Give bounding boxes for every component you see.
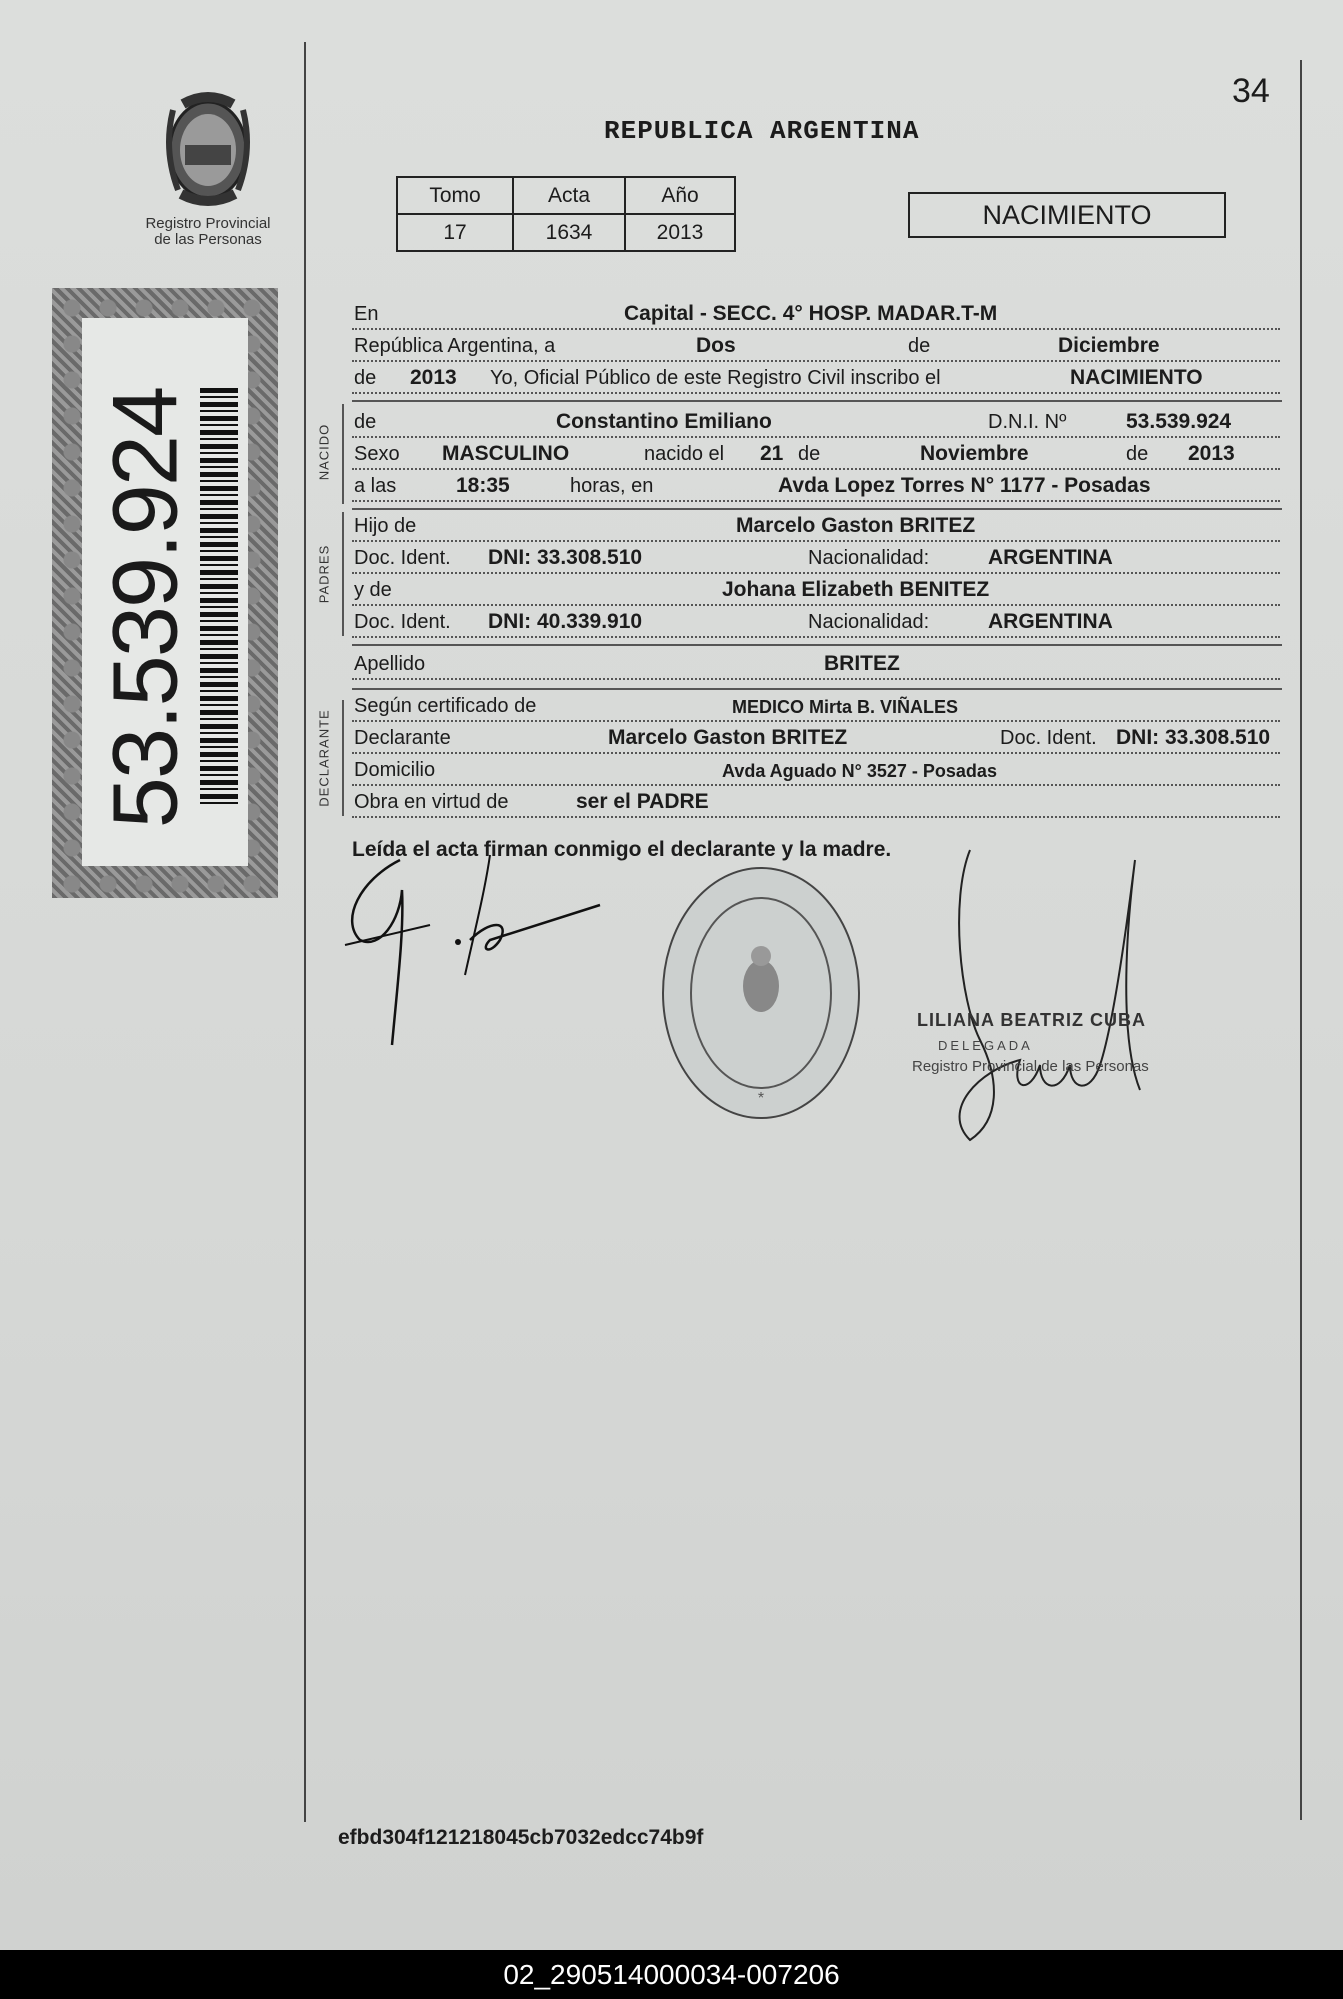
separator [352, 644, 1282, 646]
label-obra: Obra en virtud de [354, 791, 509, 813]
value-anio: 2013 [410, 366, 457, 389]
left-margin-line [304, 42, 306, 1822]
declarant-signature-icon [340, 850, 620, 1050]
separator [352, 400, 1282, 402]
value-declarante: Marcelo Gaston BRITEZ [608, 726, 848, 749]
label-domicilio: Domicilio [354, 759, 436, 781]
page-title: REPUBLICA ARGENTINA [604, 116, 920, 146]
value-certificado: MEDICO Mirta B. VIÑALES [732, 697, 959, 717]
label-de-anio: de [354, 367, 377, 389]
label-de-nombre: de [354, 411, 377, 433]
row-madre [352, 578, 1280, 606]
header-acta: Acta [513, 177, 625, 214]
value-dni: 53.539.924 [1126, 410, 1232, 433]
value-madre: Johana Elizabeth BENITEZ [722, 578, 990, 601]
row-padre [352, 514, 1280, 542]
signer-role: DELEGADA [938, 1038, 1033, 1053]
label-nacionalidad-madre: Nacionalidad: [808, 611, 930, 633]
registry-seal-icon [656, 858, 866, 1128]
value-padre-nac: ARGENTINA [988, 546, 1113, 569]
row-hora [352, 474, 1280, 502]
row-apellido [352, 652, 1280, 680]
value-nombre: Constantino Emiliano [556, 410, 772, 433]
scan-footer: 02_290514000034-007206 [0, 1950, 1343, 1999]
value-padre: Marcelo Gaston BRITEZ [736, 514, 976, 537]
record-table-header-row [397, 177, 735, 214]
label-doc-ident-padre: Doc. Ident. [354, 547, 451, 569]
section-label-padres: PADRES [316, 544, 332, 604]
right-margin-line [1300, 60, 1302, 1820]
logo-caption-line1: Registro Provincial [145, 215, 271, 232]
value-anio: 2013 [625, 214, 735, 251]
row-declarante [352, 726, 1280, 754]
signer-organization: Registro Provincial de las Personas [912, 1058, 1149, 1075]
header-tomo: Tomo [397, 177, 513, 214]
value-declarante-doc: DNI: 33.308.510 [1116, 726, 1271, 749]
label-hijo-de: Hijo de [354, 515, 417, 537]
label-nacionalidad-padre: Nacionalidad: [808, 547, 930, 569]
label-yo-oficial: Yo, Oficial Público de este Registro Civil inscribo el [490, 367, 941, 389]
value-mes: Diciembre [1058, 334, 1160, 357]
label-nacido-el: nacido el [644, 443, 725, 465]
row-certificado [352, 694, 1280, 722]
value-dia: Dos [696, 334, 736, 357]
label-en: En [354, 303, 379, 325]
barcode-number: 53.539.924 [94, 387, 197, 829]
value-obra: ser el PADRE [576, 790, 709, 813]
row-padre-doc [352, 546, 1280, 574]
record-table-value-row [397, 214, 735, 251]
section-label-declarante: DECLARANTE [316, 709, 332, 807]
value-apellido: BRITEZ [824, 652, 900, 675]
value-acto: NACIMIENTO [1070, 366, 1203, 389]
province-seal-icon [153, 90, 263, 210]
barcode-label [82, 318, 248, 866]
separator [352, 508, 1282, 510]
value-acta: 1634 [513, 214, 625, 251]
label-dni: D.N.I. Nº [988, 411, 1067, 433]
record-table [396, 176, 736, 252]
label-doc-ident-madre: Doc. Ident. [354, 611, 451, 633]
row-en [352, 302, 1280, 330]
value-lugar-nac: Avda Lopez Torres N° 1177 - Posadas [778, 474, 1151, 497]
row-anio [352, 366, 1280, 394]
row-republica [352, 334, 1280, 362]
officer-signature-icon [940, 840, 1200, 1160]
registry-logo [138, 90, 278, 248]
header-anio: Año [625, 177, 735, 214]
closing-statement: Leída el acta firman conmigo el declarante y la madre. [352, 838, 892, 861]
row-domicilio [352, 758, 1280, 786]
page-number: 34 [1232, 72, 1270, 110]
value-nac-anio: 2013 [1188, 442, 1235, 465]
label-republica: República Argentina, a [354, 335, 556, 357]
label-doc-ident-declarante: Doc. Ident. [1000, 727, 1097, 749]
row-sexo [352, 442, 1280, 470]
record-type-box: NACIMIENTO [908, 192, 1226, 238]
value-hora: 18:35 [456, 474, 510, 497]
logo-caption-line2: de las Personas [154, 231, 262, 248]
barcode-panel [52, 288, 278, 898]
value-nac-dia: 21 [760, 442, 784, 465]
label-declarante: Declarante [354, 727, 451, 749]
section-label-nacido: NACIDO [316, 423, 332, 481]
label-apellido: Apellido [354, 653, 426, 675]
barcode-icon [200, 388, 238, 808]
label-horas-en: horas, en [570, 475, 654, 497]
row-obra [352, 790, 1280, 818]
label-y-de: y de [354, 579, 392, 601]
label-de-mes: de [908, 335, 931, 357]
label-a-las: a las [354, 475, 397, 497]
value-sexo: MASCULINO [442, 442, 570, 465]
value-madre-nac: ARGENTINA [988, 610, 1113, 633]
section-bar-padres [342, 512, 344, 636]
value-lugar: Capital - SECC. 4° HOSP. MADAR.T-M [624, 302, 998, 325]
separator [352, 688, 1282, 690]
label-segun-certificado: Según certificado de [354, 695, 537, 717]
row-madre-doc [352, 610, 1280, 638]
label-sexo: Sexo [354, 443, 400, 465]
section-bar-nacido [342, 404, 344, 504]
document-hash: efbd304f121218045cb7032edcc74b9f [338, 1826, 704, 1849]
value-madre-doc: DNI: 40.339.910 [488, 610, 643, 633]
value-tomo: 17 [397, 214, 513, 251]
svg-text:*: * [757, 1090, 765, 1107]
value-domicilio: Avda Aguado N° 3527 - Posadas [722, 761, 997, 781]
row-nombre [352, 410, 1280, 438]
label-de-nac-anio: de [1126, 443, 1149, 465]
signer-name: LILIANA BEATRIZ CUBA [917, 1010, 1146, 1030]
section-bar-declarante [342, 700, 344, 816]
value-nac-mes: Noviembre [920, 442, 1029, 465]
value-padre-doc: DNI: 33.308.510 [488, 546, 643, 569]
label-de-nac-mes: de [798, 443, 821, 465]
